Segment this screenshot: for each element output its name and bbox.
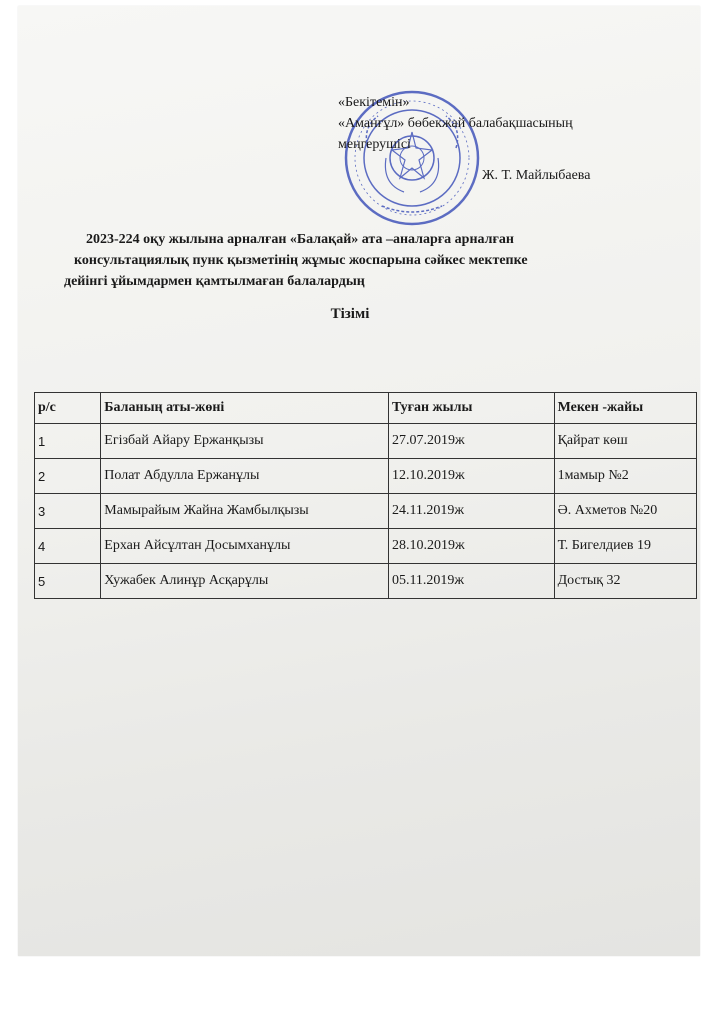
address: Достық 32 — [554, 564, 696, 599]
table-header-row — [35, 393, 697, 424]
document-heading — [56, 229, 676, 292]
approval-signatory: Ж. Т. Майлыбаева — [482, 168, 591, 183]
approval-position: меңгерушісі — [338, 137, 411, 152]
table-row — [35, 459, 697, 494]
address: Т. Бигелдиев 19 — [554, 529, 696, 564]
row-number: 3 — [35, 494, 101, 529]
row-number: 4 — [35, 529, 101, 564]
header-birth-date: Туған жылы — [388, 393, 554, 424]
table-row — [35, 529, 697, 564]
header-number: р/с — [35, 393, 101, 424]
heading-line-2: консультациялық пунк қызметінің жұмыс жоспарына сәйкес мектепке — [74, 253, 528, 268]
heading-line-1: 2023-224 оқу жылына арналған «Балақай» ата –аналарға арналған — [86, 232, 514, 247]
child-name: Егізбай Айару Ержанқызы — [101, 424, 389, 459]
birth-date: 12.10.2019ж — [388, 459, 554, 494]
child-name: Полат Абдулла Ержанұлы — [101, 459, 389, 494]
header-address: Мекен -жайы — [554, 393, 696, 424]
birth-date: 27.07.2019ж — [388, 424, 554, 459]
child-name: Ерхан Айсұлтан Досымханұлы — [101, 529, 389, 564]
approval-block — [338, 92, 678, 186]
address: Ә. Ахметов №20 — [554, 494, 696, 529]
child-name: Мамырайым Жайна Жамбылқызы — [101, 494, 389, 529]
approval-title: «Бекітемін» — [338, 95, 410, 110]
list-title: Тізімі — [330, 306, 370, 322]
children-table — [34, 392, 697, 599]
table-row — [35, 564, 697, 599]
header-name: Баланың аты-жөні — [101, 393, 389, 424]
address: 1мамыр №2 — [554, 459, 696, 494]
address: Қайрат көш — [554, 424, 696, 459]
table-row — [35, 494, 697, 529]
row-number: 2 — [35, 459, 101, 494]
birth-date: 05.11.2019ж — [388, 564, 554, 599]
birth-date: 24.11.2019ж — [388, 494, 554, 529]
approval-organization: «Аманғұл» бөбекжай балабақшасының — [338, 116, 573, 131]
row-number: 5 — [35, 564, 101, 599]
birth-date: 28.10.2019ж — [388, 529, 554, 564]
heading-line-3: дейінгі ұйымдармен қамтылмаған балалардың — [64, 274, 365, 289]
child-name: Хужабек Алинұр Асқарұлы — [101, 564, 389, 599]
table-row — [35, 424, 697, 459]
row-number: 1 — [35, 424, 101, 459]
